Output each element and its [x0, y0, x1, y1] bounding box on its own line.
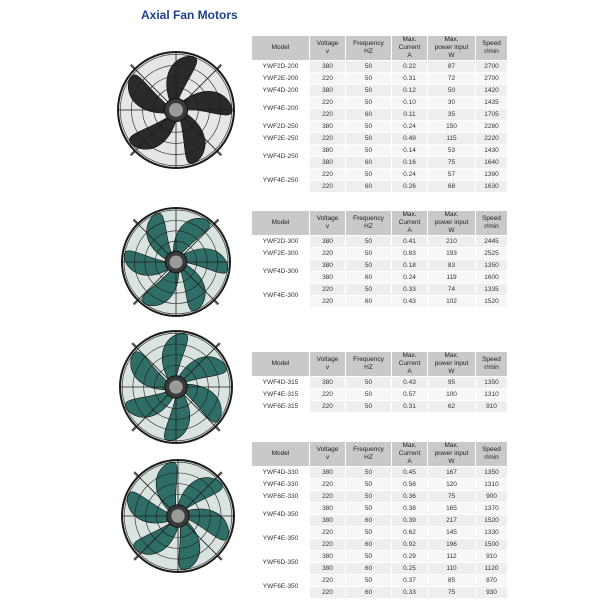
voltage-cell: 220: [310, 109, 346, 121]
frequency-cell: 60: [346, 539, 392, 551]
frequency-cell: 50: [346, 527, 392, 539]
current-cell: 0.11: [392, 109, 428, 121]
current-cell: 0.31: [392, 401, 428, 413]
current-cell: 0.41: [392, 236, 428, 248]
column-header-power: Max. power input W: [428, 211, 476, 236]
voltage-cell: 220: [310, 389, 346, 401]
speed-cell: 2525: [476, 248, 508, 260]
power-cell: 62: [428, 401, 476, 413]
frequency-cell: 60: [346, 272, 392, 284]
frequency-cell: 50: [346, 169, 392, 181]
column-header-power: Max. power input W: [428, 442, 476, 467]
model-cell: YWF4E-350: [252, 527, 310, 551]
table-header-row: [252, 36, 508, 61]
power-cell: 100: [428, 389, 476, 401]
speed-cell: 2220: [476, 133, 508, 145]
axial-fan-teal-icon: [114, 452, 242, 580]
current-cell: 0.10: [392, 97, 428, 109]
model-cell: YWF4E-250: [252, 169, 310, 193]
power-cell: 53: [428, 145, 476, 157]
table-row: [252, 248, 508, 260]
speed-cell: 1600: [476, 272, 508, 284]
frequency-cell: 50: [346, 467, 392, 479]
frequency-cell: 50: [346, 479, 392, 491]
power-cell: 75: [428, 157, 476, 169]
frequency-cell: 50: [346, 121, 392, 133]
axial-fan-teal-icon: [114, 200, 238, 324]
power-cell: 119: [428, 272, 476, 284]
current-cell: 0.25: [392, 563, 428, 575]
current-cell: 0.12: [392, 85, 428, 97]
table-row: [252, 401, 508, 413]
current-cell: 0.31: [392, 73, 428, 85]
voltage-cell: 380: [310, 61, 346, 73]
power-cell: 87: [428, 61, 476, 73]
current-cell: 0.62: [392, 527, 428, 539]
power-cell: 120: [428, 479, 476, 491]
voltage-cell: 220: [310, 133, 346, 145]
frequency-cell: 50: [346, 236, 392, 248]
model-cell: YWF2E-250: [252, 133, 310, 145]
column-header-frequency: Frequency HZ: [346, 36, 392, 61]
current-cell: 0.39: [392, 515, 428, 527]
column-header-model: Model: [252, 36, 310, 61]
table-row: [252, 284, 508, 296]
voltage-cell: 380: [310, 236, 346, 248]
speed-cell: 1435: [476, 97, 508, 109]
current-cell: 0.49: [392, 133, 428, 145]
voltage-cell: 380: [310, 515, 346, 527]
current-cell: 0.37: [392, 575, 428, 587]
frequency-cell: 50: [346, 551, 392, 563]
table-header-row: [252, 442, 508, 467]
speed-cell: 1120: [476, 563, 508, 575]
speed-cell: 1350: [476, 377, 508, 389]
column-header-current: Max. Current A: [392, 36, 428, 61]
power-cell: 196: [428, 539, 476, 551]
voltage-cell: 380: [310, 85, 346, 97]
table-row: [252, 260, 508, 272]
current-cell: 0.57: [392, 389, 428, 401]
voltage-cell: 220: [310, 73, 346, 85]
voltage-cell: 220: [310, 575, 346, 587]
frequency-cell: 60: [346, 515, 392, 527]
frequency-cell: 50: [346, 133, 392, 145]
power-cell: 35: [428, 109, 476, 121]
voltage-cell: 220: [310, 169, 346, 181]
power-cell: 30: [428, 97, 476, 109]
column-header-voltage: Voltage v: [310, 442, 346, 467]
power-cell: 150: [428, 121, 476, 133]
table-row: [252, 121, 508, 133]
speed-cell: 1330: [476, 527, 508, 539]
column-header-frequency: Frequency HZ: [346, 211, 392, 236]
model-cell: YWF2E-300: [252, 248, 310, 260]
power-cell: 145: [428, 527, 476, 539]
model-cell: YWF2D-300: [252, 236, 310, 248]
model-cell: YWF4D-315: [252, 377, 310, 389]
model-cell: YWF2E-200: [252, 73, 310, 85]
table-row: [252, 389, 508, 401]
speed-cell: 1335: [476, 284, 508, 296]
model-cell: YWF4E-330: [252, 479, 310, 491]
speed-cell: 930: [476, 587, 508, 599]
speed-cell: 1310: [476, 389, 508, 401]
table-row: [252, 467, 508, 479]
power-cell: 102: [428, 296, 476, 308]
table-row: [252, 169, 508, 181]
power-cell: 110: [428, 563, 476, 575]
frequency-cell: 50: [346, 248, 392, 260]
table-header-row: [252, 352, 508, 377]
model-cell: YWF6E-330: [252, 491, 310, 503]
table-row: [252, 85, 508, 97]
table-row: [252, 527, 508, 539]
power-cell: 112: [428, 551, 476, 563]
column-header-frequency: Frequency HZ: [346, 442, 392, 467]
spec-table: [251, 351, 508, 413]
power-cell: 50: [428, 85, 476, 97]
current-cell: 0.16: [392, 157, 428, 169]
frequency-cell: 50: [346, 284, 392, 296]
column-header-model: Model: [252, 211, 310, 236]
table-row: [252, 377, 508, 389]
current-cell: 0.33: [392, 587, 428, 599]
current-cell: 0.36: [392, 491, 428, 503]
model-cell: YWF4D-200: [252, 85, 310, 97]
speed-cell: 910: [476, 401, 508, 413]
power-cell: 210: [428, 236, 476, 248]
current-cell: 0.22: [392, 61, 428, 73]
current-cell: 0.18: [392, 260, 428, 272]
spec-table: [251, 210, 508, 308]
table-row: [252, 97, 508, 109]
current-cell: 0.24: [392, 272, 428, 284]
speed-cell: 1520: [476, 515, 508, 527]
model-cell: YWF4D-330: [252, 467, 310, 479]
table-header-row: [252, 211, 508, 236]
frequency-cell: 50: [346, 389, 392, 401]
power-cell: 95: [428, 377, 476, 389]
column-header-voltage: Voltage v: [310, 352, 346, 377]
axial-fan-teal-icon: [112, 323, 240, 451]
frequency-cell: 50: [346, 503, 392, 515]
model-cell: YWF4D-300: [252, 260, 310, 284]
voltage-cell: 380: [310, 272, 346, 284]
power-cell: 167: [428, 467, 476, 479]
frequency-cell: 50: [346, 260, 392, 272]
power-cell: 75: [428, 587, 476, 599]
speed-cell: 2445: [476, 236, 508, 248]
spec-table: [251, 35, 508, 193]
frequency-cell: 50: [346, 401, 392, 413]
power-cell: 57: [428, 169, 476, 181]
column-header-voltage: Voltage v: [310, 36, 346, 61]
table-row: [252, 575, 508, 587]
voltage-cell: 220: [310, 181, 346, 193]
current-cell: 0.26: [392, 181, 428, 193]
voltage-cell: 380: [310, 145, 346, 157]
model-cell: YWF6D-350: [252, 551, 310, 575]
model-cell: YWF2D-200: [252, 61, 310, 73]
speed-cell: 1520: [476, 296, 508, 308]
voltage-cell: 220: [310, 527, 346, 539]
column-header-current: Max. Current A: [392, 352, 428, 377]
power-cell: 115: [428, 133, 476, 145]
speed-cell: 2280: [476, 121, 508, 133]
voltage-cell: 380: [310, 467, 346, 479]
voltage-cell: 380: [310, 503, 346, 515]
table-row: [252, 491, 508, 503]
frequency-cell: 60: [346, 296, 392, 308]
voltage-cell: 220: [310, 296, 346, 308]
voltage-cell: 220: [310, 587, 346, 599]
frequency-cell: 50: [346, 575, 392, 587]
model-cell: YWF4D-250: [252, 145, 310, 169]
speed-cell: 1370: [476, 503, 508, 515]
table-row: [252, 61, 508, 73]
table-row: [252, 73, 508, 85]
axial-fan-black-icon: [110, 44, 242, 176]
power-cell: 75: [428, 491, 476, 503]
voltage-cell: 220: [310, 539, 346, 551]
voltage-cell: 380: [310, 563, 346, 575]
column-header-model: Model: [252, 352, 310, 377]
frequency-cell: 60: [346, 587, 392, 599]
current-cell: 0.38: [392, 503, 428, 515]
table-row: [252, 503, 508, 515]
current-cell: 0.14: [392, 145, 428, 157]
model-cell: YWF4E-200: [252, 97, 310, 121]
column-header-frequency: Frequency HZ: [346, 352, 392, 377]
frequency-cell: 60: [346, 109, 392, 121]
table-row: [252, 551, 508, 563]
column-header-speed: Speed r/min: [476, 442, 508, 467]
table-row: [252, 133, 508, 145]
frequency-cell: 50: [346, 145, 392, 157]
model-cell: YWF4D-350: [252, 503, 310, 527]
model-cell: YWF6E-350: [252, 575, 310, 599]
frequency-cell: 50: [346, 73, 392, 85]
frequency-cell: 50: [346, 85, 392, 97]
frequency-cell: 60: [346, 181, 392, 193]
frequency-cell: 50: [346, 97, 392, 109]
column-header-speed: Speed r/min: [476, 36, 508, 61]
column-header-model: Model: [252, 442, 310, 467]
column-header-current: Max. Current A: [392, 442, 428, 467]
column-header-speed: Speed r/min: [476, 211, 508, 236]
power-cell: 68: [428, 181, 476, 193]
voltage-cell: 220: [310, 491, 346, 503]
current-cell: 0.43: [392, 296, 428, 308]
speed-cell: 1350: [476, 260, 508, 272]
voltage-cell: 380: [310, 260, 346, 272]
current-cell: 0.92: [392, 539, 428, 551]
power-cell: 83: [428, 260, 476, 272]
power-cell: 85: [428, 575, 476, 587]
voltage-cell: 220: [310, 97, 346, 109]
table-row: [252, 145, 508, 157]
spec-table: [251, 441, 508, 599]
model-cell: YWF4E-300: [252, 284, 310, 308]
current-cell: 0.24: [392, 121, 428, 133]
power-cell: 217: [428, 515, 476, 527]
model-cell: YWF6E-315: [252, 401, 310, 413]
current-cell: 0.29: [392, 551, 428, 563]
current-cell: 0.58: [392, 479, 428, 491]
speed-cell: 1500: [476, 539, 508, 551]
speed-cell: 910: [476, 551, 508, 563]
frequency-cell: 60: [346, 563, 392, 575]
power-cell: 72: [428, 73, 476, 85]
frequency-cell: 50: [346, 377, 392, 389]
page-title: Axial Fan Motors: [141, 8, 238, 22]
voltage-cell: 220: [310, 479, 346, 491]
table-row: [252, 479, 508, 491]
speed-cell: 1430: [476, 145, 508, 157]
speed-cell: 900: [476, 491, 508, 503]
voltage-cell: 220: [310, 248, 346, 260]
model-cell: YWF4E-315: [252, 389, 310, 401]
voltage-cell: 220: [310, 401, 346, 413]
speed-cell: 2700: [476, 73, 508, 85]
current-cell: 0.83: [392, 248, 428, 260]
speed-cell: 2700: [476, 61, 508, 73]
column-header-power: Max. power input W: [428, 36, 476, 61]
power-cell: 74: [428, 284, 476, 296]
voltage-cell: 380: [310, 157, 346, 169]
voltage-cell: 380: [310, 377, 346, 389]
column-header-speed: Speed r/min: [476, 352, 508, 377]
column-header-current: Max. Current A: [392, 211, 428, 236]
speed-cell: 1390: [476, 169, 508, 181]
table-row: [252, 236, 508, 248]
speed-cell: 1310: [476, 479, 508, 491]
speed-cell: 1350: [476, 467, 508, 479]
speed-cell: 1705: [476, 109, 508, 121]
model-cell: YWF2D-250: [252, 121, 310, 133]
frequency-cell: 60: [346, 157, 392, 169]
current-cell: 0.33: [392, 284, 428, 296]
column-header-voltage: Voltage v: [310, 211, 346, 236]
speed-cell: 1630: [476, 181, 508, 193]
voltage-cell: 220: [310, 284, 346, 296]
power-cell: 165: [428, 503, 476, 515]
voltage-cell: 380: [310, 551, 346, 563]
frequency-cell: 50: [346, 61, 392, 73]
frequency-cell: 50: [346, 491, 392, 503]
current-cell: 0.43: [392, 377, 428, 389]
voltage-cell: 380: [310, 121, 346, 133]
column-header-power: Max. power input W: [428, 352, 476, 377]
speed-cell: 870: [476, 575, 508, 587]
current-cell: 0.24: [392, 169, 428, 181]
power-cell: 193: [428, 248, 476, 260]
speed-cell: 1420: [476, 85, 508, 97]
current-cell: 0.45: [392, 467, 428, 479]
speed-cell: 1640: [476, 157, 508, 169]
